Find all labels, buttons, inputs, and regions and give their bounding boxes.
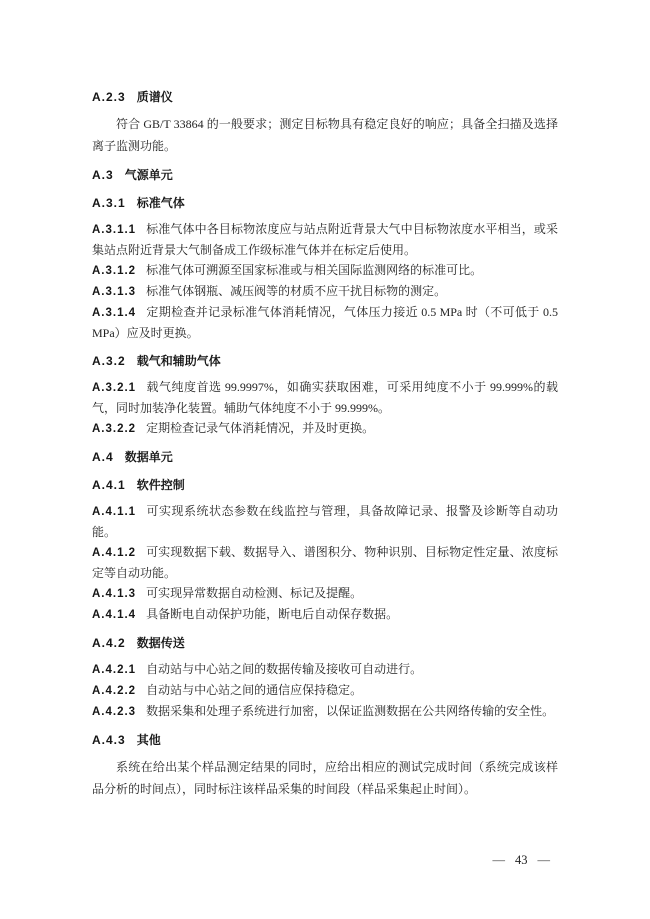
- clause-paragraph-a321: [92, 377, 558, 418]
- clause-text: 标准气体可溯源至国家标准或与相关国际监测网络的标准可比。: [146, 263, 483, 277]
- clause-number: A.3.1.2: [92, 265, 137, 277]
- clause-number: A.4.1.2: [92, 547, 137, 559]
- clause-paragraph-a423: [92, 701, 558, 722]
- clause-paragraph-a322: [92, 418, 558, 439]
- clause-number: A.3.1.1: [92, 224, 137, 236]
- clause-text: 可实现数据下载、数据导入、谱图积分、物种识别、目标物定性定量、浓度标定等自动功能。: [92, 545, 558, 580]
- clause-number: A.3.2.2: [92, 423, 137, 435]
- clause-number: A.3.1.3: [92, 286, 137, 298]
- section-heading-a3: [92, 165, 558, 185]
- clause-paragraph-a311: [92, 219, 558, 260]
- footer-dash-left: —: [492, 853, 505, 867]
- clause-paragraph-a422: [92, 680, 558, 701]
- heading-number: A.4.3: [92, 733, 126, 747]
- clause-number: A.4.1.4: [92, 609, 137, 621]
- section-heading-a31: [92, 193, 558, 213]
- heading-title: 标准气体: [136, 196, 185, 210]
- clause-text: 自动站与中心站之间的通信应保持稳定。: [146, 683, 363, 697]
- clause-number: A.3.2.1: [92, 382, 137, 394]
- clause-paragraph-a312: [92, 260, 558, 281]
- body-paragraph: 符合 GB/T 33864 的一般要求；测定目标物具有稳定良好的响应；具备全扫描及选择离子监测功能。: [92, 117, 558, 153]
- clause-number: A.4.1.1: [92, 506, 137, 518]
- heading-title: 软件控制: [136, 478, 185, 492]
- heading-title: 其他: [136, 733, 161, 747]
- heading-title: 数据传送: [136, 636, 185, 650]
- clause-text: 自动站与中心站之间的数据传输及接收可自动进行。: [146, 662, 423, 676]
- clause-paragraph-a412: [92, 542, 558, 583]
- clause-number: A.4.2.1: [92, 664, 137, 676]
- section-heading-a42: [92, 633, 558, 653]
- heading-number: A.3: [92, 168, 114, 182]
- clause-number: A.4.1.3: [92, 588, 137, 600]
- clause-paragraph-a314: [92, 302, 558, 343]
- section-heading-a32: [92, 351, 558, 371]
- heading-number: A.3.1: [92, 196, 126, 210]
- footer-dash-right: —: [537, 853, 550, 867]
- clause-paragraph-a411: [92, 501, 558, 542]
- body-paragraph: 系统在给出某个样品测定结果的同时，应给出相应的测试完成时间（系统完成该样品分析的时间点），同时标注该样品采集的时间段（样品采集起止时间）。: [92, 760, 558, 796]
- page-number: 43: [515, 853, 528, 867]
- document-content: [92, 87, 558, 800]
- clause-text: 标准气体钢瓶、减压阀等的材质不应干扰目标物的测定。: [146, 284, 447, 298]
- heading-title: 质谱仪: [136, 90, 173, 104]
- heading-title: 载气和辅助气体: [136, 354, 221, 368]
- heading-number: A.4.1: [92, 478, 126, 492]
- heading-title: 气源单元: [124, 168, 173, 182]
- section-heading-a4: [92, 447, 558, 467]
- heading-title: 数据单元: [124, 450, 173, 464]
- clause-text: 可实现系统状态参数在线监控与管理，具备故障记录、报警及诊断等自动功能。: [92, 504, 558, 539]
- section-heading-a41: [92, 475, 558, 495]
- clause-text: 可实现异常数据自动检测、标记及提醒。: [146, 586, 363, 600]
- clause-text: 具备断电自动保护功能，断电后自动保存数据。: [146, 607, 399, 621]
- clause-number: A.4.2.3: [92, 706, 137, 718]
- clause-number: A.3.1.4: [92, 307, 137, 319]
- heading-number: A.4: [92, 450, 114, 464]
- clause-paragraph-a421: [92, 659, 558, 680]
- clause-text: 数据采集和处理子系统进行加密，以保证监测数据在公共网络传输的安全性。: [146, 704, 555, 718]
- clause-text: 载气纯度首选 99.9997%，如确实获取困难，可采用纯度不小于 99.999%的载气，同时加装净化装置。辅助气体纯度不小于 99.999%。: [92, 380, 558, 415]
- section-heading-a23: [92, 87, 558, 107]
- clause-paragraph-a313: [92, 281, 558, 302]
- clause-text: 定期检查并记录标准气体消耗情况，气体压力接近 0.5 MPa 时（不可低于 0.5 MPa）应及时更换。: [92, 305, 558, 340]
- clause-text: 定期检查记录气体消耗情况，并及时更换。: [146, 421, 375, 435]
- heading-number: A.4.2: [92, 636, 126, 650]
- page-footer: [493, 853, 551, 868]
- clause-number: A.4.2.2: [92, 685, 137, 697]
- heading-number: A.3.2: [92, 354, 126, 368]
- heading-number: A.2.3: [92, 90, 126, 104]
- clause-text: 标准气体中各目标物浓度应与站点附近背景大气中目标物浓度水平相当，或采集站点附近背景大气制备成工作级标准气体并在标定后使用。: [92, 222, 558, 257]
- clause-paragraph-a413: [92, 583, 558, 604]
- section-heading-a43: [92, 730, 558, 750]
- clause-paragraph-a414: [92, 604, 558, 625]
